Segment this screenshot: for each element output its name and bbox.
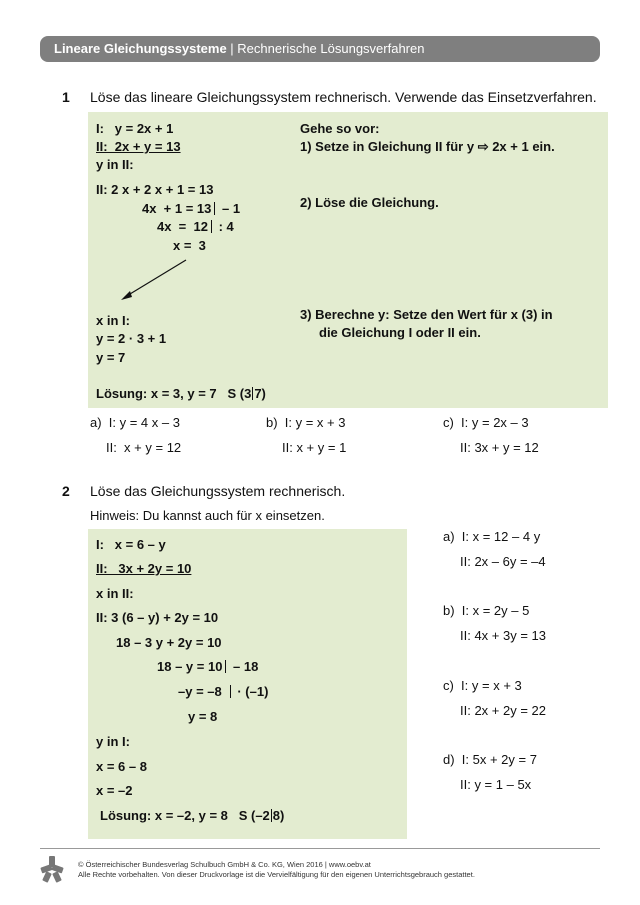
eq-line: I: y = 2x + 1 xyxy=(96,121,174,136)
exercise-2b-eq2: II: 4x + 3y = 13 xyxy=(460,628,546,643)
eq-line: x = 6 – 8 xyxy=(96,759,147,774)
exercise-2b: b) I: x = 2y – 5 xyxy=(443,603,530,618)
eq-line: II: 3x + 2y = 10 xyxy=(96,561,192,576)
exercise-2c-eq2: II: 2x + 2y = 22 xyxy=(460,703,546,718)
eq-line: 18 – 3 y + 2y = 10 xyxy=(116,635,222,650)
eq-line: x in I: xyxy=(96,313,130,328)
arrow-icon xyxy=(115,255,195,305)
steps-heading: Gehe so vor: xyxy=(300,121,380,136)
eq-line: 4x = 12 : 4 xyxy=(157,219,234,234)
eq-line: x = –2 xyxy=(96,783,133,798)
eq-line: y in I: xyxy=(96,734,130,749)
step-1: 1) Setze in Gleichung II für y ⇨ 2x + 1 ein. xyxy=(300,139,555,154)
exercise-2a: a) I: x = 12 – 4 y xyxy=(443,529,541,544)
eq-line: y = 7 xyxy=(96,350,126,365)
exercise-1b-eq2: II: x + y = 1 xyxy=(282,440,347,455)
eq-line: I: x = 6 – y xyxy=(96,537,166,552)
exercise-1a-eq2: II: x + y = 12 xyxy=(106,440,182,455)
step-3: 3) Berechne y: Setze den Wert für x (3) in xyxy=(300,307,553,322)
eq-line: x = 3 xyxy=(173,238,206,253)
eq-line: 18 – y = 10 – 18 xyxy=(157,659,259,674)
task1-instruction: Löse das lineare Gleichungssystem rechnerisch. Verwende das Einsetzverfahren. xyxy=(90,89,597,105)
header-separator: | xyxy=(226,41,238,56)
task2-number: 2 xyxy=(62,483,70,499)
header-subtitle: Rechnerische Lösungsverfahren xyxy=(237,41,425,56)
step-2: 2) Löse die Gleichung. xyxy=(300,195,439,210)
eq-line: II: 3 (6 – y) + 2y = 10 xyxy=(96,610,219,625)
exercise-2d-eq2: II: y = 1 – 5x xyxy=(460,777,532,792)
exercise-1a: a) I: y = 4 x – 3 xyxy=(90,415,180,430)
exercise-2c: c) I: y = x + 3 xyxy=(443,678,522,693)
eq-line: y = 8 xyxy=(188,709,218,724)
eq-line: y in II: xyxy=(96,157,134,172)
exercise-1c-eq2: II: 3x + y = 12 xyxy=(460,440,539,455)
header-title: Lineare Gleichungssysteme xyxy=(54,41,227,56)
exercise-1c: c) I: y = 2x – 3 xyxy=(443,415,529,430)
solution-line: Lösung: x = –2, y = 8 S (–2 8) xyxy=(100,808,285,823)
exercise-1b: b) I: y = x + 3 xyxy=(266,415,346,430)
page-header xyxy=(40,36,600,62)
footer-copyright: © Österreichischer Bundesverlag Schulbuch GmbH & Co. KG, Wien 2016 | www.oebv.at xyxy=(78,860,371,869)
asterisk-logo-icon xyxy=(40,855,64,883)
eq-line: y = 2 · 3 + 1 xyxy=(96,331,167,346)
solution-line: Lösung: x = 3, y = 7 S (3 7) xyxy=(96,386,266,401)
task2-instruction: Löse das Gleichungssystem rechnerisch. xyxy=(90,483,346,499)
task2-hint: Hinweis: Du kannst auch für x einsetzen. xyxy=(90,508,325,523)
eq-line: x in II: xyxy=(96,586,134,601)
eq-line: II: 2 x + 2 x + 1 = 13 xyxy=(96,182,214,197)
exercise-2a-eq2: II: 2x – 6y = –4 xyxy=(460,554,546,569)
footer-rights: Alle Rechte vorbehalten. Von dieser Druckvorlage ist die Vervielfältigung für den eigenen Unterrichtsgebrauch gestattet. xyxy=(78,870,475,879)
eq-line: II: 2x + y = 13 xyxy=(96,139,181,154)
eq-line: 4x + 1 = 13 – 1 xyxy=(142,201,241,216)
eq-line: –y = –8 · (–1) xyxy=(178,684,269,699)
exercise-2d: d) I: 5x + 2y = 7 xyxy=(443,752,537,767)
task1-number: 1 xyxy=(62,89,70,105)
step-3-cont: die Gleichung I oder II ein. xyxy=(319,325,481,340)
footer-divider xyxy=(40,848,600,849)
